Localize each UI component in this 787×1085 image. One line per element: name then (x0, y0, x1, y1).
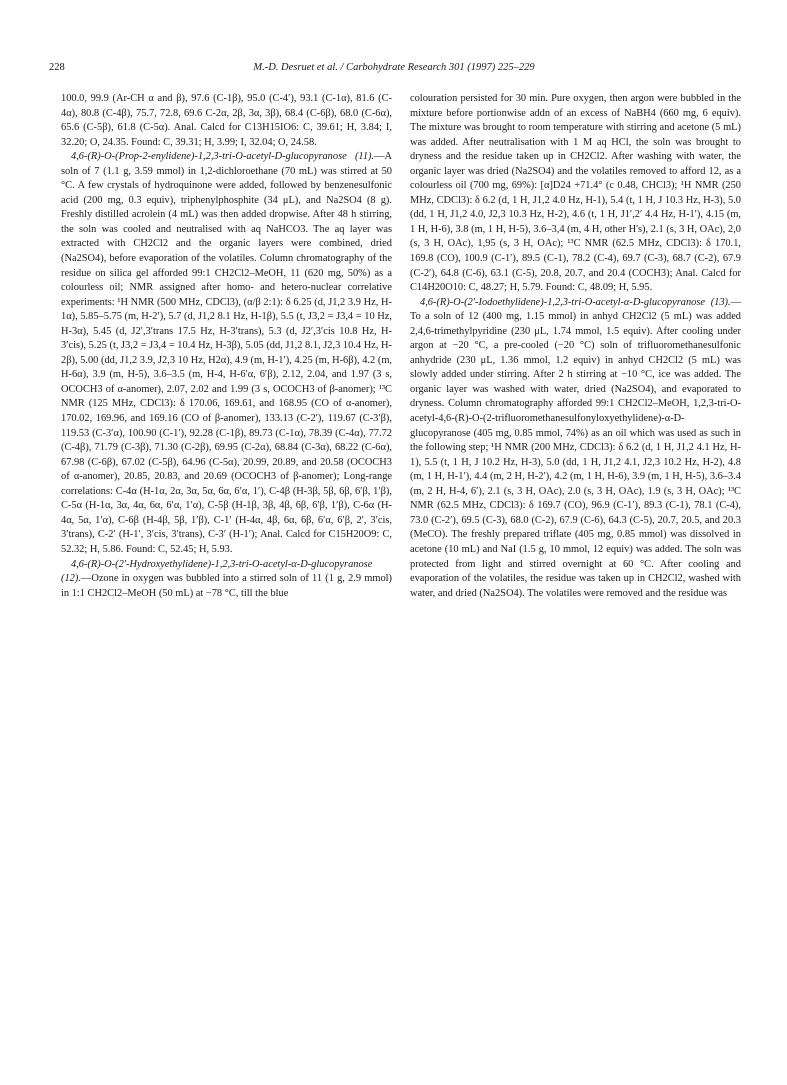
compound-title: 4,6-(R)-O-(2′-Hydroxyethylidene)-1,2,3-tri-O-acetyl-α-D-glucopyranose (12). (61, 558, 373, 585)
paragraph-text: —To a soln of 12 (400 mg, 1.15 mmol) in anhyd CH2Cl2 (5 mL) was added 2,4,6-trimethylpyridine (230 μL, 1.74 mmol, 1.5 equiv). After cooling under argon at −20 °C, a pre-cooled (−20 °C) soln of trifluoromethanesulfonic anhydride (230 μL, 1.36 mmol, 1.2 equiv) in anhyd CH2Cl2 (5 mL) was slowly added under stirring. After 2 h stirring at −10 °C, ice was added. The organic layer was washed with water, dried (Na2SO4), and evaporated to dryness. Column chromatography afforded 99:1 CH2Cl2–MeOH, 1,2,3-tri-O-acetyl-4,6-(R)-O-(2-trifluoromethanesulfonyloxyethylidene)-α-D- glucopyranose (405 mg, 0.85 mmol, 74%) as an oil which was used as such in the following step; ¹H NMR (200 MHz, CDCl3): δ 6.2 (d, 1 H, J1,2 4.1 Hz, H-1), 5.5 (t, 1 H, J 10.2 Hz, H-3), 5.0 (dd, 1 H, J1,2 4.1, J2,3 10.2 Hz, H-2), 4.8 (m, 1 H, H-1′), 4.4 (m, 2 H, H-2′), 4.2 (m, 1 H, H-6), 3.9 (m, 1 H, H-5), 3.6–3.4 (m, 2 H, H-4, 6′), 2.1 (s, 3 H, OAc), 2.0 (s, 3 H, OAc), 1.9 (s, 3 H, OAc); ¹³C NMR (62.5 MHz, CDCl3): δ 169.7 (CO), 96.9 (C-1′), 89.3 (C-1), 78.1 (C-4), 73.0 (C-2′), 69.5 (C-3), 68.0 (C-2), 67.9 (C-6), 64.3 (C-5), 20.7, 20.5, and 20.3 (MeCO). The freshly prepared triflate (405 mg, 0.85 mmol) was dissolved in acetone (10 mL) and NaI (1.5 g, 10 mmol, 12 equiv) was added. The soln was protected from light and stirred overnight at 60 °C. After cooling and evaporation of the volatiles, the residue was taken up in CH2Cl2, washed with water, and dried (Na2SO4). The volatiles were removed and the residue was (410, 296, 741, 599)
right-column (410, 92, 741, 601)
paragraph-text: 100.0, 99.9 (Ar-CH α and β), 97.6 (C-1β), 95.0 (C-4′), 93.1 (C-1α), 81.6 (C-4α), 80.8 (C-4β), 75.7, 72.8, 69.6 C-2α, 2β, 3α, 3β), 68.4 (C-6β), 68.0 (C-6α), 65.6 (C-5β), 61.8 (C-5α). Anal. Calcd for C13H15IO6: C, 39.61; H, 3.84; I, 32.20; O, 24.35. Found: C, 39.31; H, 3.99; I, 32.04; O, 24.58. (61, 93, 392, 148)
compound-title: 4,6-(R)-O-(2′-Iodoethylidene)-1,2,3-tri-O-acetyl-α-D-glucopyranose (13). (420, 296, 731, 308)
compound-title: 4,6-(R)-O-(Prop-2-enylidene)-1,2,3-tri-O-acetyl-D-glucopyranose (11). (71, 151, 375, 163)
paragraph-compound-12-continued (410, 92, 741, 296)
paragraph-text: colouration persisted for 30 min. Pure oxygen, then argon were bubbled in the mixture before portionwise addn of an excess of NaBH4 (660 mg, 6 equiv). The mixture was brought to room temperature with stirring and acetone (5 mL) was added. After neutralisation with 1 M aq HCl, the soln was brought to dryness and the residue taken up in CH2Cl2. After washing with water, the organic layer was dried (Na2SO4) and the volatiles removed to afford 12, as a colourless oil (700 mg, 69%): [α]D24 +71.4° (c 0.48, CHCl3); ¹H NMR (250 MHz, CDCl3): δ 6.2 (d, 1 H, J1,2 4.0 Hz, H-1), 5.4 (t, 1 H, J 10.3 Hz, H-3), 5.0 (dd, 1 H, J1,2 4.0, J2,3 10.3 Hz, H-2), 4.6 (t, 1 H, J1′,2′ 4.4 Hz, H-1′), 4.15 (m, 1 H, H-6), 3.8 (m, 1 H, H-5), 3.6–3,4 (m, 4 H, other H's), 2.1 (s, 3 H, OAc), 2,0 (s, 3 H, OAc), 1,95 (s, 3 H, OAc); ¹³C NMR (62.5 MHz, CDCl3): δ 170.1, 169.8 (CO), 100.9 (C-1′), 89.5 (C-1), 78.2 (C-4), 69.7 (C-3), 68.7 (C-2), 67.9 (C-2′), 64.8 (C-6), 63.1 (C-5), 20.8, 20.7, and 20.4 (COCH3); Anal. Calcd for C14H20O10: C, 48.27; H, 5.79. Found: C, 48.09; H, 5.95. (410, 93, 741, 294)
left-column (61, 92, 392, 601)
paragraph-nmr-data-continued (61, 92, 392, 150)
page-number: 228 (49, 62, 65, 73)
paragraph-compound-13 (410, 296, 741, 601)
paragraph-text: —Ozone in oxygen was bubbled into a stirred soln of 11 (1 g, 2.9 mmol) in 1:1 CH2Cl2–MeOH (50 mL) at −78 °C, till the blue (61, 573, 392, 599)
paragraph-compound-11 (61, 150, 392, 557)
running-head: M.-D. Desruet et al. / Carbohydrate Research 301 (1997) 225–229 (253, 62, 535, 73)
page-header (49, 60, 739, 76)
paragraph-compound-12 (61, 558, 392, 602)
paragraph-text: —A soln of 7 (1.1 g, 3.59 mmol) in 1,2-dichloroethane (70 mL) was stirred at 50 °C. A few crystals of hydroquinone were added, followed by benzenesulfonic acid (200 mg, 0.3 equiv), triphenylphosphite (34 μL), and Na2SO4 (8 g). Freshly distilled acrolein (4 mL) was then added dropwise. After 48 h stirring, the soln was cooled and neutralised with aq NaHCO3. The aq layer was extracted with CH2Cl2 and the organic layers were combined, dried (Na2SO4), before evaporation of the volatiles. Column chromatography of the residue on silica gel afforded 99:1 CH2Cl2–MeOH, 11 (620 mg, 50%) as a colourless oil; NMR assigned after homo- and hetero-nuclear correlative experiments: ¹H NMR (500 MHz, CDCl3), (α/β 2:1): δ 6.25 (d, J1,2 3.9 Hz, H-1α), 5.85–5.75 (m, H-2′), 5.7 (d, J1,2 8.1 Hz, H-1β), 5.5 (t, J3,2 = J3,4 = 10 Hz, H-3α), 5.45 (d, J2′,3′trans 17.5 Hz, H-3′trans), 5.3 (d, J2′,3′cis 10.8 Hz, H-3′cis), 5.25 (t, J3,2 = J3,4 = 10.4 Hz, H-3β), 5.05 (dd, J1,2 8.1, J2,3 10.4 Hz, H-2β), 5.00 (dd, J1,2 3.9, J2,3 10 Hz, H2α), 4.9 (m, H-1′), 4.25 (m, H-6β), 4.2 (m, H-6α), 3.9 (m, H-5), 3.6–3.5 (m, H-4, H-6′α, 6′β), 2.12, 2.04, and 1.97 (3 s, OCOCH3 of α-anomer), 2.07, 2.02 and 1.99 (3 s, OCOCH3 of β-anomer); ¹³C NMR (125 MHz, CDCl3): δ 170.06, 169.61, and 168.95 (CO of α-anomer), 170.02, 169.96, and 169.16 (CO of β-anomer), 133.13 (C-2′), 119.67 (C-3′β), 119.53 (C-3′α), 100.90 (C-1′), 92.28 (C-1β), 89.73 (C-1α), 78.39 (C-4α), 77.72 (C-4β), 71.79 (C-3β), 71.30 (C-2β), 69.95 (C-2α), 68.84 (C-3α), 68.22 (C-6α), 67.98 (C-6β), 67.02 (C-5β), 64.96 (C-5α), 20.99, 20.89, and 20.58 (OCOCH3 of α-anomer), 20.85, 20.83, and 20.69 (OCOCH3 of β-anomer); Long-range correlations: C-4α (H-1α, 2α, 3α, 5α, 6α, 6′α, 1′), C-4β (H-3β, 5β, 6β, 6′β, 1′β), C-5α (H-1α, 3α, 4α, 6α, 6′α, 1′α), C-5β (H-1β, 3β, 4β, 6β, 6′β, 1′β), C-6α (H-4α, 5α, 1′α), C-6β (H-4β, 5β, 1′β), C-1′ (H-4α, 4β, 6α, 6β, 6′α, 6′β, 2′, 3′cis, 3′trans), C-2′ (H-1′, 3′cis, 3′trans), C-3′ (H-1′); Anal. Calcd for C15H20O9: C, 52.32; H, 5.86. Found: C, 52.45; H, 5.93. (61, 151, 392, 555)
